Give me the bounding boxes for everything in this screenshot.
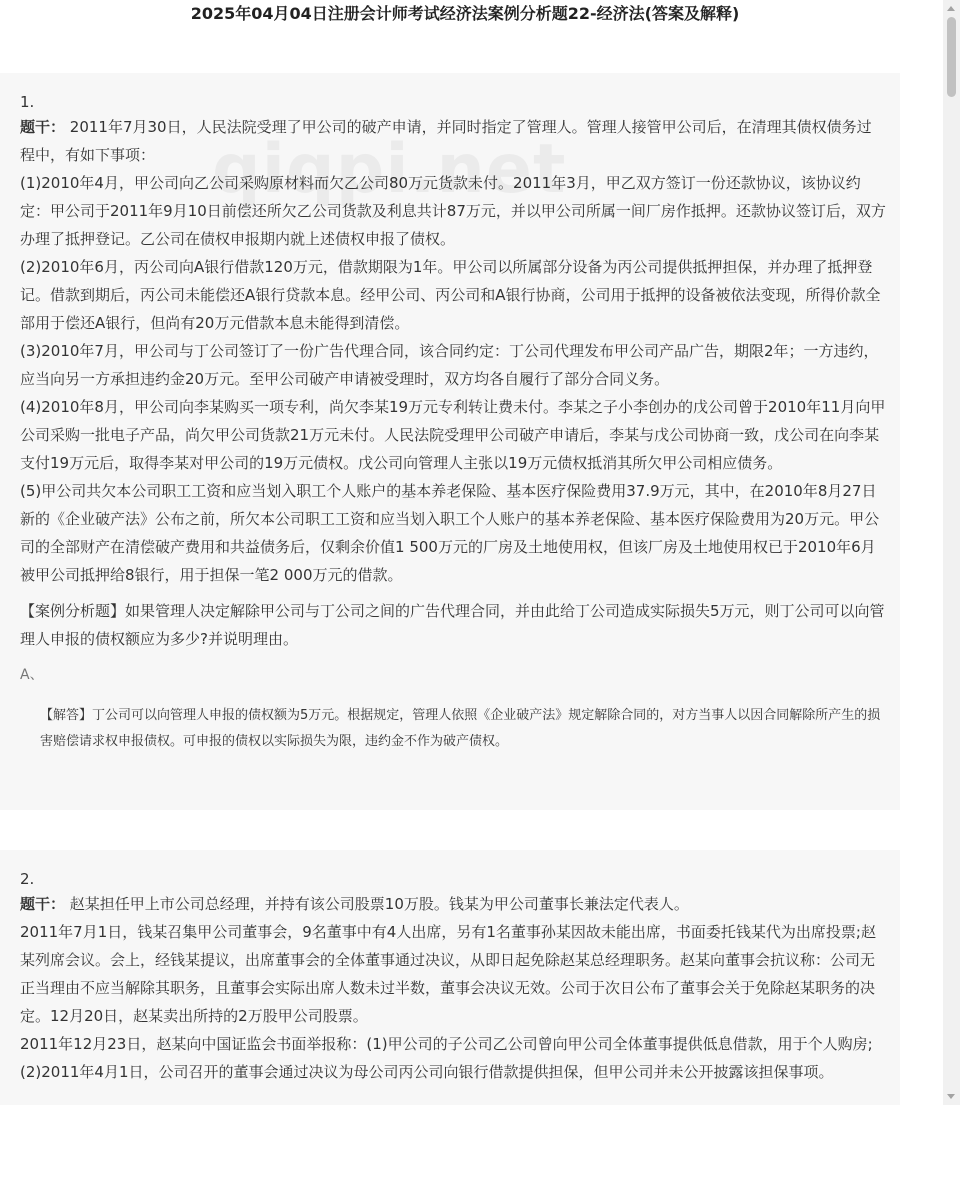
- stem-paragraph: (2)2010年6月，丙公司向A银行借款120万元，借款期限为1年。甲公司以所属部分设备为丙公司提供抵押担保，并办理了抵押登记。借款到期后，丙公司未能偿还A银行贷款本息。经甲公司、丙公司和A银行协商，公司用于抵押的设备被依法变现，所得价款全部用于偿还A银行，但尚有20万元借款本息未能得到清偿。: [20, 258, 881, 332]
- stem-paragraph: 2011年7月1日，钱某召集甲公司董事会，9名董事中有4人出席，另有1名董事孙某因故未能出席，书面委托钱某代为出席投票;赵某列席会议。会上，经钱某提议，出席董事会的全体董事通过决议，从即日起免除赵某总经理职务。赵某向董事会抗议称：公司无正当理由不应当解除其职务，且董事会实际出席人数未过半数，董事会决议无效。公司于次日公布了董事会关于免除赵某职务的决定。12月20日，赵某卖出所持的2万股甲公司股票。: [20, 923, 876, 1025]
- question-number: 2.: [20, 870, 35, 888]
- answer-option[interactable]: A、: [20, 667, 44, 683]
- question-stem: [20, 113, 886, 169]
- stem-paragraph: (1)2010年4月，甲公司向乙公司采购原材料而欠乙公司80万元货款未付。2011年3月，甲乙双方签订一份还款协议，该协议约定：甲公司于2011年9月10日前偿还所欠乙公司货款及利息共计87万元，并以甲公司所属一间厂房作抵押。还款协议签订后，双方办理了抵押登记。乙公司在债权申报期内就上述债权申报了债权。: [20, 174, 886, 248]
- stem-paragraph: (5)甲公司共欠本公司职工工资和应当划入职工个人账户的基本养老保险、基本医疗保险费用37.9万元，其中，在2010年8月27日新的《企业破产法》公布之前，所欠本公司职工工资和应当划入职工个人账户的基本养老保险、基本医疗保险费用为20万元。甲公司的全部财产在清偿破产费用和共益债务后，仅剩余价值1 500万元的厂房及土地使用权，但该厂房及土地使用权已于2010年6月被甲公司抵押给8银行，用于担保一笔2 000万元的借款。: [20, 482, 880, 584]
- question-number: 1.: [20, 93, 35, 111]
- question-card-1: [0, 73, 900, 810]
- stem-label: 题干：: [20, 895, 66, 913]
- question-card-2: [0, 850, 900, 1105]
- vertical-scrollbar[interactable]: [943, 0, 960, 1105]
- scroll-down-icon[interactable]: [947, 1094, 955, 1099]
- stem-paragraph: (4)2010年8月，甲公司向李某购买一项专利，尚欠李某19万元专利转让费未付。李某之子小李创办的戊公司曾于2010年11月向甲公司采购一批电子产品，尚欠甲公司货款21万元未付。人民法院受理甲公司破产申请后，李某与戊公司协商一致，戊公司在向李某支付19万元后，取得李某对甲公司的19万元债权。戊公司向管理人主张以19万元债权抵消其所欠甲公司相应债务。: [20, 398, 886, 472]
- stem-paragraph: 2011年12月23日，赵某向中国证监会书面举报称：(1)甲公司的子公司乙公司曾向甲公司全体董事提供低息借款，用于个人购房;(2)2011年4月1日，公司召开的董事会通过决议为母公司丙公司向银行借款提供担保，但甲公司并未公开披露该担保事项。: [20, 1035, 873, 1081]
- stem-text: 2011年7月30日，人民法院受理了甲公司的破产申请，并同时指定了管理人。管理人接管甲公司后，在清理其债权债务过程中，有如下事项：: [20, 118, 872, 164]
- question-prompt: 【案例分析题】如果管理人决定解除甲公司与丁公司之间的广告代理合同，并由此给丁公司造成实际损失5万元，则丁公司可以向管理人申报的债权额应为多少?并说明理由。: [20, 602, 885, 648]
- question-stem: [20, 890, 886, 918]
- scroll-up-icon[interactable]: [947, 6, 955, 11]
- stem-label: 题干：: [20, 118, 66, 136]
- stem-text: 赵某担任甲上市公司总经理，并持有该公司股票10万股。钱某为甲公司董事长兼法定代表人。: [69, 895, 689, 913]
- answer-explanation: 【解答】丁公司可以向管理人申报的债权额为5万元。根据规定，管理人依照《企业破产法》规定解除合同的，对方当事人以因合同解除所产生的损害赔偿请求权申报债权。可申报的债权以实际损失为限，违约金不作为破产债权。: [40, 708, 881, 749]
- page-title: 2025年04月04日注册会计师考试经济法案例分析题22-经济法(答案及解释): [190, 4, 740, 23]
- stem-paragraph: (3)2010年7月，甲公司与丁公司签订了一份广告代理合同，该合同约定：丁公司代理发布甲公司产品广告，期限2年；一方违约，应当向另一方承担违约金20万元。至甲公司破产申请被受理时，双方均各自履行了部分合同义务。: [20, 342, 879, 388]
- scrollbar-thumb[interactable]: [947, 17, 956, 97]
